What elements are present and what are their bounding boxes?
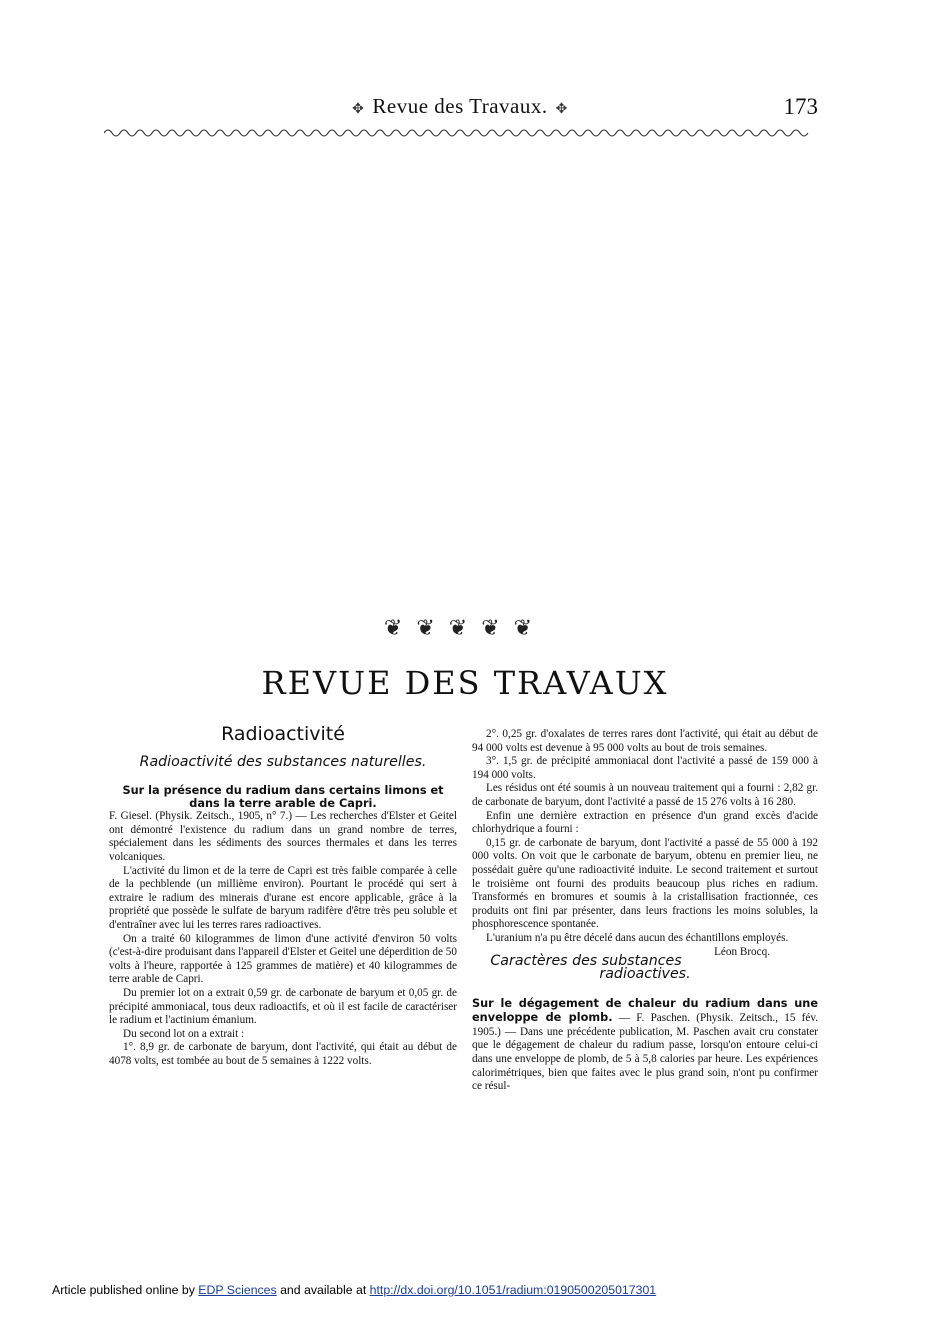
running-title-text: Revue des Travaux. xyxy=(372,94,548,118)
article-paragraph xyxy=(472,997,818,1094)
footer-prefix: Article published online by xyxy=(52,1283,199,1297)
paragraph: On a traité 60 kilogrammes de limon d'une activité d'environ 50 volts (c'est-à-dire produisant dans l'appareil d'Elster et Geitel une déperdition de 50 volts à l'heure, rapportée à 125 grammes de matière) et 40 kilogrammes de terre arable de Capri. xyxy=(109,932,457,986)
wavy-rule-divider xyxy=(104,127,809,139)
paragraph: Enfin une dernière extraction en présence d'un grand excès d'acide chlorhydrique a fourni : xyxy=(472,809,818,836)
main-title: REVUE DES TRAVAUX xyxy=(261,664,669,702)
author-signature: Léon Brocq. xyxy=(714,945,770,958)
section-heading: Radioactivité xyxy=(221,723,345,745)
left-column xyxy=(109,723,457,1068)
ornament-right-icon: ✥ xyxy=(555,102,568,117)
subsection-heading: Caractères des substances radioactives. xyxy=(490,952,691,983)
right-column xyxy=(472,728,818,1094)
paragraph: Les résidus ont été soumis à un nouveau traitement qui a fourni : 2,82 gr. de carbonate de baryum, dont l'activité a passé de 15 276 volts à 16 280. xyxy=(472,782,818,808)
paragraph xyxy=(472,931,818,958)
article-title: Sur le dégagement de chaleur du radium dans une enveloppe de plomb. xyxy=(472,996,818,1025)
paragraph: 1°. 8,9 gr. de carbonate de baryum, dont l'activité, qui était au début de 4078 volts, est tombée au bout de 5 semaines à 1222 volts. xyxy=(109,1041,457,1067)
paragraph: 2°. 0,25 gr. d'oxalates de terres rares dont l'activité, qui était au début de 94 000 volts est devenue à 95 000 volts au bout de trois semaines. xyxy=(472,728,818,754)
paragraph: L'activité du limon et de la terre de Capri est très faible comparée à celle de la pechblende (un millième environ). Pourtant le procédé qui sert à extraire le radium des minerais d'urane est encore applicable, grâce à la propriété que possède le sulfate de baryum radifère d'être très peu soluble et d'entraîner avec lui les terres rares radioactives. xyxy=(109,864,457,931)
footer-middle: and available at xyxy=(276,1283,370,1297)
ornament-left-icon: ✥ xyxy=(352,102,365,117)
running-header xyxy=(0,94,930,122)
article-body: — F. Paschen. (Physik. Zeitsch., 15 fév. 1905.) — Dans une précédente publication, M. Paschen avait cru constater que le dégagement de chaleur du radium passe, lorsqu'on entoure celui-ci dans une enveloppe de plomb, de 5 à 5,8 calories par heure. Les expériences calorimétriques, bien que faites avec le plus grand soin, n'ont pu confirmer ce résul- xyxy=(472,1012,819,1093)
page-number: 173 xyxy=(783,94,818,119)
paragraph-text: L'uranium n'a pu être décelé dans aucun des échantillons employés. xyxy=(486,931,789,944)
paragraph: Du premier lot on a extrait 0,59 gr. de carbonate de baryum et 0,05 gr. de précipité ammoniacal, tous deux radioactifs, et où il est facile de caractériser le radium et l'actinium émanium. xyxy=(109,986,457,1027)
publisher-link[interactable]: EDP Sciences xyxy=(198,1283,277,1297)
paragraph: 0,15 gr. de carbonate de baryum, dont l'activité a passé de 55 000 à 192 000 volts. On voit que le carbonate de baryum, obtenu en premier lieu, ne possédait guère qu'une radioactivité induite. Le second traitement et surtout le troisième ont fourni des produits beaucoup plus riches en radium. Transformés en bromures et soumis à la cristallisation fractionnée, ces produits ont fini par présenter, dans leurs fractions les moins solubles, la phosphorescence spontanée. xyxy=(472,836,818,931)
running-title xyxy=(300,94,620,119)
paragraph: Du second lot on a extrait : xyxy=(123,1027,245,1040)
article-title: Sur la présence du radium dans certains limons et dans la terre arable de Capri. xyxy=(122,784,444,811)
paragraph: F. Giesel. (Physik. Zeitsch., 1905, n° 7.) — Les recherches d'Elster et Geitel ont démontré l'existence du radium dans un grand nombre de terres, spécialement dans les sédiments des sources thermales et dans les terres volcaniques. xyxy=(109,810,457,863)
fleuron-ornaments-icon: ❦❦❦❦❦ xyxy=(383,616,547,641)
paragraph: 3°. 1,5 gr. de précipité ammoniacal dont l'activité a passé de 159 000 à 194 000 volts. xyxy=(472,755,818,781)
subsection-heading: Radioactivité des substances naturelles. xyxy=(139,753,427,770)
doi-link[interactable]: http://dx.doi.org/10.1051/radium:0190500205017301 xyxy=(369,1283,657,1297)
footer-credit xyxy=(52,1283,852,1297)
